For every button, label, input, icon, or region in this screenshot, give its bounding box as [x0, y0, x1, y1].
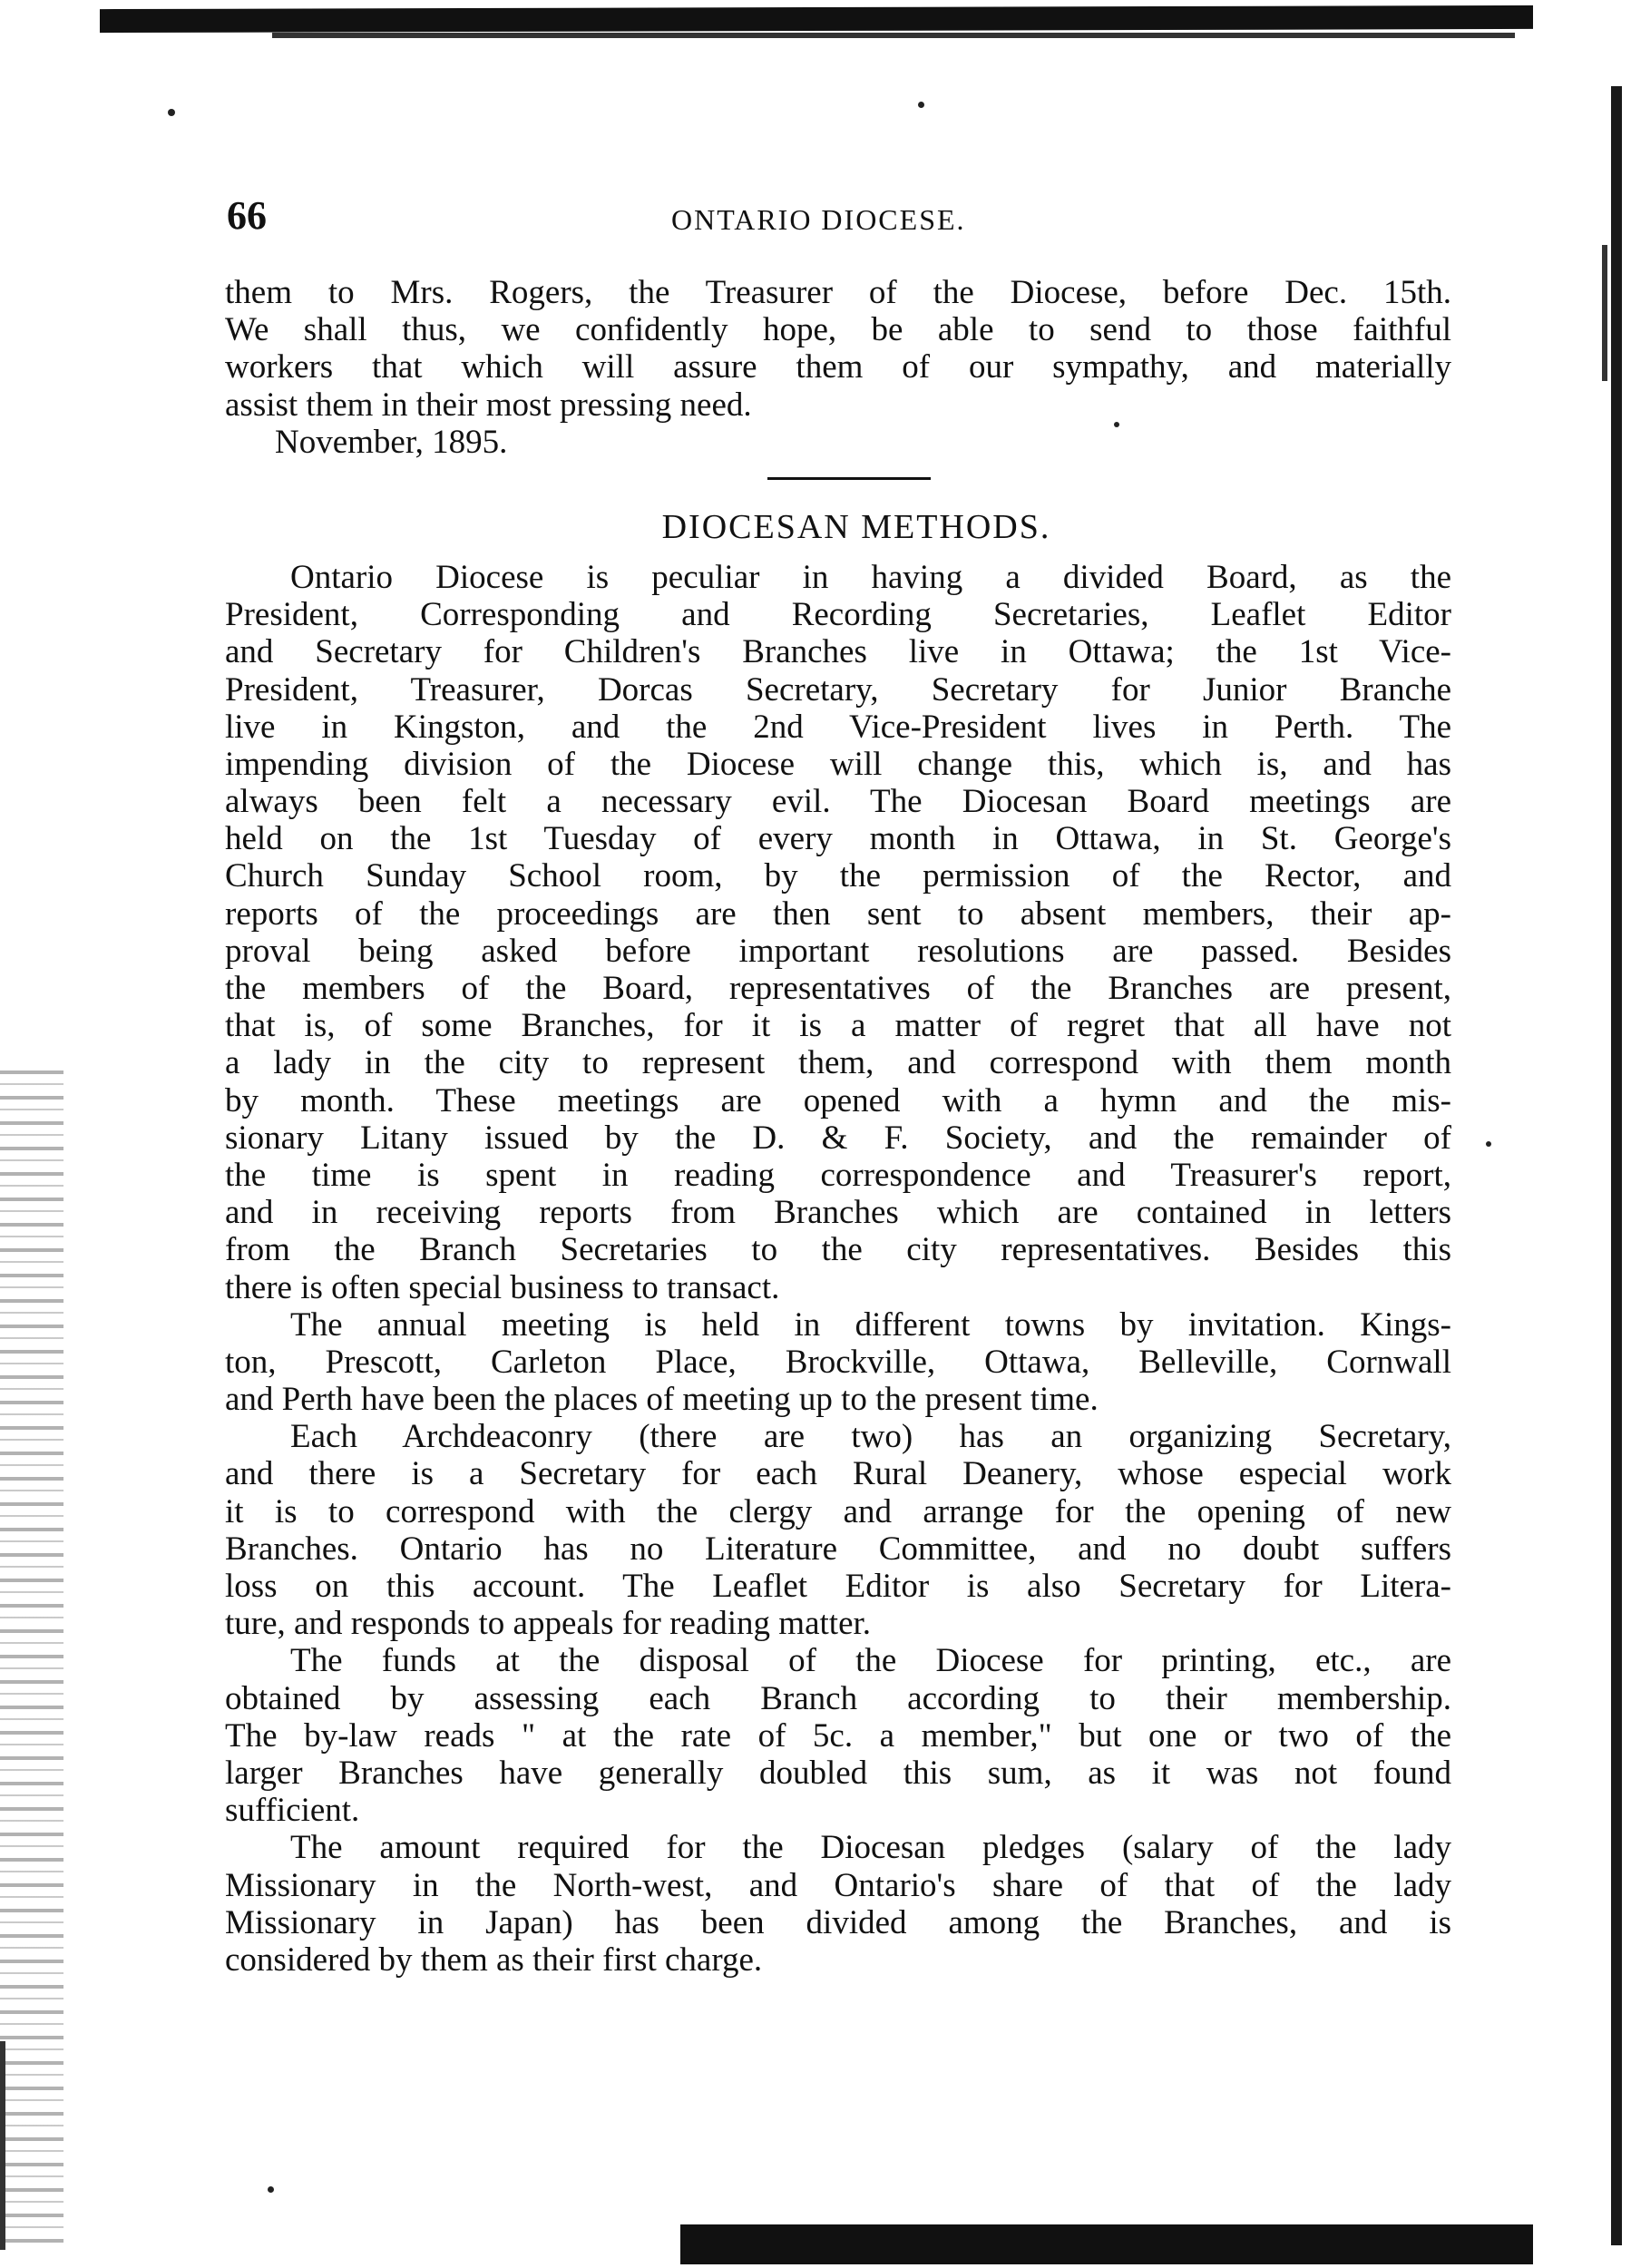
text-line: Missionary in the North-west, and Ontario's share of that of the lady	[225, 1866, 1451, 1904]
text-line: workers that which will assure them of our sympathy, and materially	[225, 348, 1451, 386]
text-line: proval being asked before important resolutions are passed. Besides	[225, 932, 1451, 970]
text-line: the time is spent in reading correspondence and Treasurer's report,	[225, 1156, 1451, 1194]
text-line: always been felt a necessary evil. The Diocesan Board meetings are	[225, 783, 1451, 821]
scan-border-top-thin	[272, 33, 1515, 38]
text-line: that is, of some Branches, for it is a matter of regret that all have not	[225, 1007, 1451, 1045]
text-line: President, Corresponding and Recording Secretaries, Leaflet Editor	[225, 596, 1451, 634]
text-line: a lady in the city to represent them, and correspond with them month	[225, 1044, 1451, 1082]
text-line: assist them in their most pressing need.	[225, 386, 752, 424]
dateline: November, 1895.	[275, 423, 508, 461]
text-line: The annual meeting is held in different towns by invitation. Kings-	[290, 1305, 1451, 1344]
scan-speck	[168, 109, 175, 116]
text-line: from the Branch Secretaries to the city representatives. Besides this	[225, 1231, 1451, 1269]
text-line: Ontario Diocese is peculiar in having a divided Board, as the	[290, 558, 1451, 596]
text-line: ture, and responds to appeals for reading matter.	[225, 1605, 872, 1643]
text-line: obtained by assessing each Branch according to their membership.	[225, 1679, 1451, 1717]
text-line: sionary Litany issued by the D. & F. Society, and the remainder of	[225, 1119, 1451, 1157]
text-line: Each Archdeaconry (there are two) has an organizing Secretary,	[290, 1418, 1451, 1456]
scan-border-right-inner	[1602, 245, 1607, 381]
scan-speck	[918, 102, 924, 108]
text-line: ton, Prescott, Carleton Place, Brockville, Ottawa, Belleville, Cornwall	[225, 1343, 1451, 1381]
text-line: sufficient.	[225, 1792, 360, 1830]
page-header	[227, 192, 1451, 247]
section-title: DIOCESAN METHODS.	[661, 507, 1051, 546]
text-line: Church Sunday School room, by the permission of the Rector, and	[225, 857, 1451, 895]
text-line: considered by them as their first charge.	[225, 1941, 763, 1979]
scan-margin-noise-left	[0, 1070, 63, 2250]
text-line: the members of the Board, representatives of the Branches are present,	[225, 970, 1451, 1007]
scan-border-right	[1611, 86, 1622, 2245]
text-line: The funds at the disposal of the Diocese for printing, etc., are	[290, 1642, 1451, 1680]
text-line: there is often special business to transact.	[225, 1268, 780, 1306]
scan-speck	[268, 2186, 274, 2193]
text-line: and in receiving reports from Branches which are contained in letters	[225, 1194, 1451, 1232]
text-line: it is to correspond with the clergy and arrange for the opening of new	[225, 1492, 1451, 1530]
text-line: and Secretary for Children's Branches live in Ottawa; the 1st Vice-	[225, 633, 1451, 671]
text-line: and there is a Secretary for each Rural Deanery, whose especial work	[225, 1455, 1451, 1493]
text-line: live in Kingston, and the 2nd Vice-President lives in Perth. The	[225, 708, 1451, 746]
text-line: Missionary in Japan) has been divided among the Branches, and is	[225, 1903, 1451, 1941]
section-divider	[225, 461, 1451, 495]
scan-border-bottom	[680, 2224, 1533, 2264]
text-line: We shall thus, we confidently hope, be able to send to those faithful	[225, 311, 1451, 349]
scan-speck	[1486, 1141, 1491, 1147]
text-line: them to Mrs. Rogers, the Treasurer of the Diocese, before Dec. 15th.	[225, 274, 1451, 311]
text-line: President, Treasurer, Dorcas Secretary, Secretary for Junior Branche	[225, 670, 1451, 709]
text-line: The amount required for the Diocesan pledges (salary of the lady	[290, 1829, 1451, 1867]
scan-border-top	[100, 5, 1533, 33]
text-line: reports of the proceedings are then sent to absent members, their ap-	[225, 894, 1451, 933]
text-line: larger Branches have generally doubled this sum, as it was not found	[225, 1754, 1451, 1792]
page-number: 66	[227, 193, 267, 238]
scan-border-left	[0, 2041, 5, 2250]
text-line: Branches. Ontario has no Literature Committee, and no doubt suffers	[225, 1530, 1451, 1568]
text-line: by month. These meetings are opened with a hymn and the mis-	[225, 1081, 1451, 1119]
text-line: The by-law reads " at the rate of 5c. a member," but one or two of the	[225, 1716, 1451, 1755]
text-line: held on the 1st Tuesday of every month in Ottawa, in St. George's	[225, 820, 1451, 858]
page-body	[225, 274, 1451, 1979]
text-line: impending division of the Diocese will change this, which is, and has	[225, 745, 1451, 783]
text-line: loss on this account. The Leaflet Editor is also Secretary for Litera-	[225, 1568, 1451, 1605]
running-title: ONTARIO DIOCESE.	[671, 203, 966, 236]
text-line: and Perth have been the places of meeting up to the present time.	[225, 1381, 1099, 1419]
